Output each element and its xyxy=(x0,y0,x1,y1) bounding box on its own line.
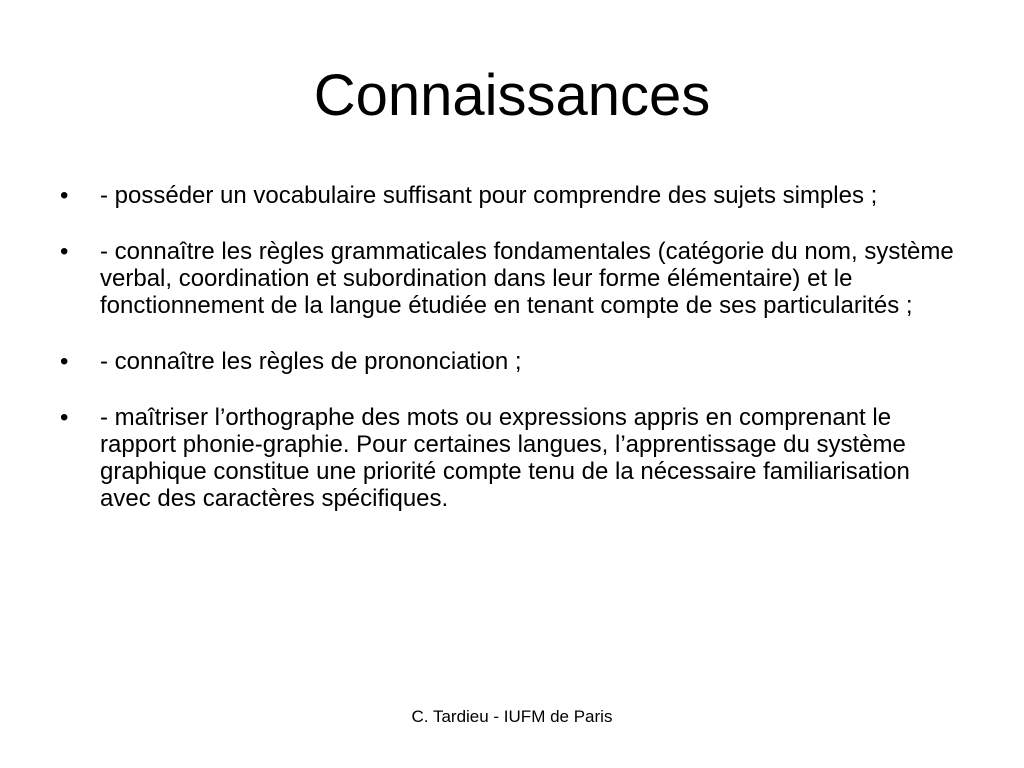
bullet-item xyxy=(60,238,960,319)
bullet-list xyxy=(60,182,960,512)
bullet-item xyxy=(60,348,960,375)
bullet-text: - connaître les règles grammaticales fondamentales (catégorie du nom, système verbal, coordination et subordination dans leur forme élémentaire) et le fonctionnement de la langue étudiée en tenant compte de ses particularités ; xyxy=(100,238,954,319)
bullet-dot-icon: • xyxy=(60,238,69,265)
bullet-dot-icon: • xyxy=(60,348,69,375)
slide-footer: C. Tardieu - IUFM de Paris xyxy=(411,707,613,726)
bullet-text: - posséder un vocabulaire suffisant pour comprendre des sujets simples ; xyxy=(100,182,878,209)
bullet-item xyxy=(60,182,960,209)
bullet-dot-icon: • xyxy=(60,404,69,431)
slide-title: Connaissances xyxy=(313,63,711,128)
bullet-text: - connaître les règles de prononciation ; xyxy=(100,348,522,375)
bullet-dot-icon: • xyxy=(60,182,69,209)
bullet-item xyxy=(60,404,960,512)
bullet-text: - maîtriser l’orthographe des mots ou expressions appris en comprenant le rapport phonie-graphie. Pour certaines langues, l’apprentissage du système graphique constitue une priorité compte tenu de la nécessaire familiarisation avec des caractères spécifiques. xyxy=(100,404,910,512)
